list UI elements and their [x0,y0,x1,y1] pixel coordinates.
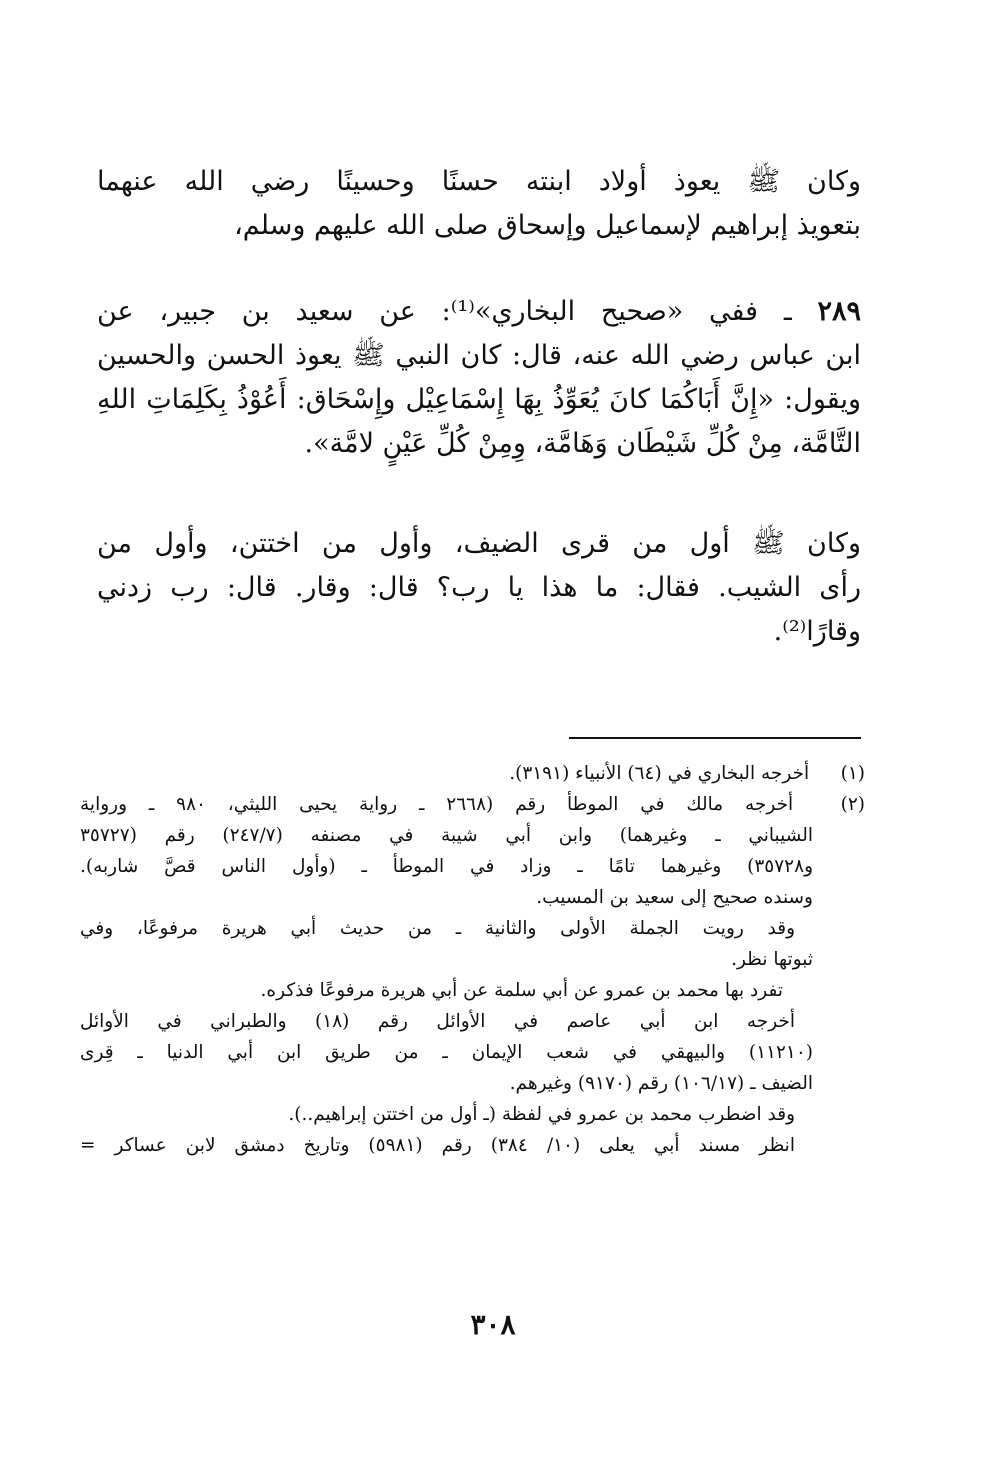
footnote-line: أخرجه ابن أبي عاصم في الأوائل رقم (١٨) والطبراني في الأوائل [80,1011,795,1032]
footnote-marker: (٢) [840,794,866,815]
text-line-content: ـ ففي «صحيح البخاري»⁽¹⁾: عن سعيد بن جبير، عن [97,296,792,327]
footnote-text: أخرجه مالك في الموطأ رقم (٢٦٦٨ ـ رواية يحيى الليثي، ٩٨٠ ـ ورواية [80,794,794,815]
footnote-line: و٣٥٧٢٨) وغيرهما تامًا ـ وزاد في الموطأ ـ (وأول الناس قصَّ شاربه). [80,856,813,877]
text-line: وكان ﷺ أول من قرى الضيف، وأول من اختتن، وأول من [97,528,861,559]
footnote-line: الضيف ـ (١٠٦/١٧) رقم (٩١٧٠) وغيرهم. [509,1073,813,1094]
footnote-1 [80,758,865,789]
text-line: ويقول: «إِنَّ أَبَاكُمَا كانَ يُعَوِّذُ بِهَا إِسْمَاعِيْل وإِسْحَاق: أَعُوْذُ بِكَلِمَاتِ اللهِ [97,384,861,415]
footnote-line: وقد رويت الجملة الأولى والثانية ـ من حديث أبي هريرة مرفوعًا، وفي [80,918,795,939]
footnote-separator [569,737,861,739]
hadith-number: ٢٨٩ [817,296,862,327]
footnotes [80,758,865,1161]
page-number: ٣٠٨ [470,1308,516,1341]
text-line: وقارًا⁽²⁾. [773,616,861,647]
paragraph-1 [97,160,861,248]
text-line: رأى الشيب. فقال: ما هذا يا رب؟ قال: وقار. قال: رب زدني [97,572,861,603]
footnote-2 [80,789,865,820]
footnote-line: وسنده صحيح إلى سعيد بن المسيب. [536,887,813,908]
footnote-text: أخرجه البخاري في (٦٤) الأنبياء (٣١٩١). [509,763,810,784]
footnote-line: وقد اضطرب محمد بن عمرو في لفظة (ـ أول من اختتن إبراهيم..). [288,1104,795,1125]
footnote-line: (١١٢١٠) والبيهقي في شعب الإيمان ـ من طريق ابن أبي الدنيا ـ قِرى [80,1042,813,1063]
text-line [97,290,861,334]
text-line: التَّامَّة، مِنْ كُلِّ شَيْطَان وَهَامَّة، وِمِنْ كُلِّ عَيْنٍ لامَّة». [304,428,861,459]
footnote-line: الشيباني ـ وغيرهما) وابن أبي شيبة في مصنفه (٢٤٧/٧) رقم (٣٥٧٢٧ [80,825,813,846]
footnote-line: تفرد بها محمد بن عمرو عن أبي سلمة عن أبي هريرة مرفوعًا فذكره. [260,980,783,1001]
paragraph-289 [97,290,861,466]
footnote-line: انظر مسند أبي يعلى (١٠/ ٣٨٤) رقم (٥٩٨١) وتاريخ دمشق لابن عساكر = [80,1135,795,1156]
footnote-line: ثبوتها نظر. [731,949,813,970]
text-line: وكان ﷺ يعوذ أولاد ابنته حسنًا وحسينًا رضي الله عنهما [97,166,861,197]
text-line: بتعويذ إبراهيم لإسماعيل وإسحاق صلى الله عليهم وسلم، [234,210,861,241]
text-line: ابن عباس رضي الله عنه، قال: كان النبي ﷺ يعوذ الحسن والحسين [97,340,861,371]
paragraph-3 [97,522,861,654]
footnote-marker: (١) [840,763,865,784]
